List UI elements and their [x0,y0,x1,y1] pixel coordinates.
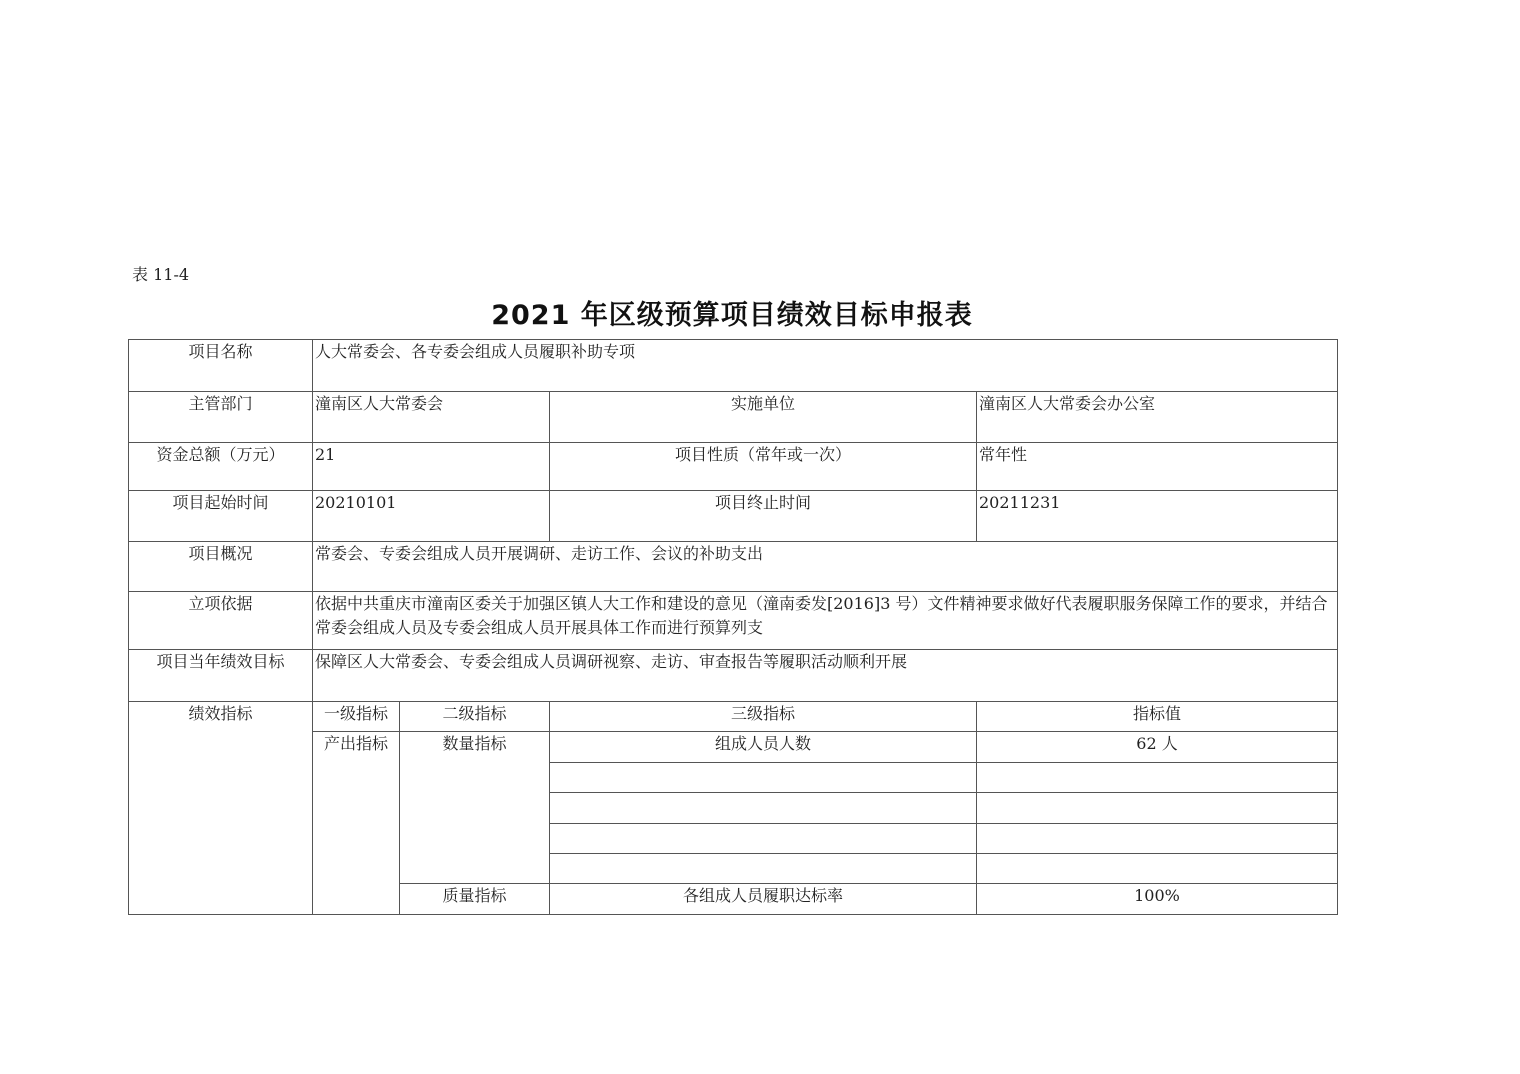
indicator-name [550,763,977,793]
goal-label: 项目当年绩效目标 [129,650,313,702]
indicator-value [977,854,1338,884]
basis-label: 立项依据 [129,592,313,650]
indicator-name: 组成人员人数 [550,732,977,763]
indicator-name [550,793,977,824]
indicator-value: 62 人 [977,732,1338,763]
basis-value: 依据中共重庆市潼南区委关于加强区镇人大工作和建设的意见（潼南委发[2016]3 号）文件精神要求做好代表履职服务保障工作的要求，并结合常委会组成人员及专委会组成人员开展具体工作而进行预算列支 [313,592,1338,650]
end-time-label: 项目终止时间 [550,491,977,542]
indicator-name: 各组成人员履职达标率 [550,884,977,915]
table-row [129,392,1338,443]
indicator-value [977,763,1338,793]
table-row [129,592,1338,650]
implementer-value: 潼南区人大常委会办公室 [977,392,1338,443]
table-number-label: 表 11-4 [132,265,190,284]
level2-header: 二级指标 [400,702,550,732]
table-row [129,542,1338,592]
indicator-name [550,854,977,884]
table-row [129,443,1338,491]
implementer-label: 实施单位 [550,392,977,443]
level1-header: 一级指标 [313,702,400,732]
indicator-value [977,793,1338,824]
funds-value: 21 [313,443,550,491]
overview-label: 项目概况 [129,542,313,592]
supervisor-label: 主管部门 [129,392,313,443]
performance-target-table [128,339,1338,915]
goal-value: 保障区人大常委会、专委会组成人员调研视察、走访、审查报告等履职活动顺利开展 [313,650,1338,702]
nature-label: 项目性质（常年或一次） [550,443,977,491]
funds-label: 资金总额（万元） [129,443,313,491]
end-time-value: 20211231 [977,491,1338,542]
document-title: 2021 年区级预算项目绩效目标申报表 [491,300,973,331]
indicator-value: 100% [977,884,1338,915]
quality-indicator: 质量指标 [400,884,550,915]
quantity-indicator: 数量指标 [400,732,550,884]
start-time-label: 项目起始时间 [129,491,313,542]
level3-header: 三级指标 [550,702,977,732]
table-row [129,491,1338,542]
indicator-header-row [129,702,1338,732]
indicator-name [550,824,977,854]
project-name-value: 人大常委会、各专委会组成人员履职补助专项 [313,340,1338,392]
value-header: 指标值 [977,702,1338,732]
overview-value: 常委会、专委会组成人员开展调研、走访工作、会议的补助支出 [313,542,1338,592]
nature-value: 常年性 [977,443,1338,491]
indicators-label: 绩效指标 [129,702,313,915]
output-indicator: 产出指标 [313,732,400,915]
table-row [129,650,1338,702]
supervisor-value: 潼南区人大常委会 [313,392,550,443]
project-name-label: 项目名称 [129,340,313,392]
table-row [129,340,1338,392]
indicator-value [977,824,1338,854]
start-time-value: 20210101 [313,491,550,542]
